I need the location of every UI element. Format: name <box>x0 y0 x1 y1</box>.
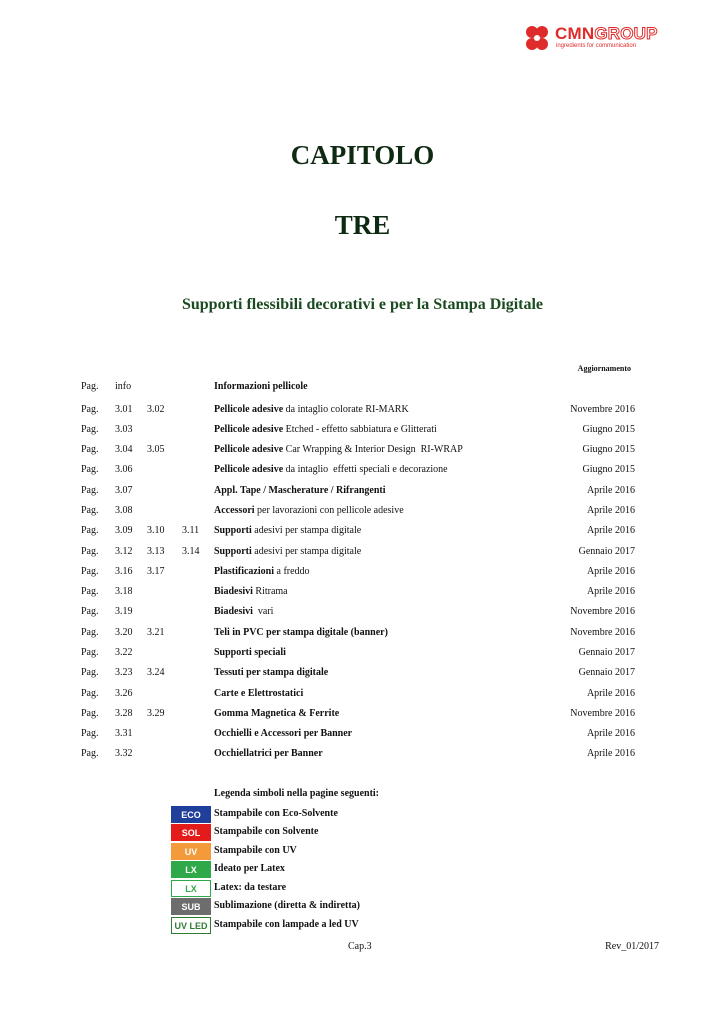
update-date: Aprile 2016 <box>586 728 635 739</box>
item-title-rest: a freddo <box>274 566 310 577</box>
item-title <box>214 606 273 617</box>
item-title <box>214 627 388 638</box>
legend-text: Latex: da testare <box>214 882 287 893</box>
legend-badge: UV LED <box>171 917 211 934</box>
list-item <box>0 546 725 564</box>
item-title <box>214 708 339 719</box>
company-logo <box>522 22 662 56</box>
update-date: Gennaio 2017 <box>578 647 635 658</box>
item-title <box>214 525 361 536</box>
page-number: 3.05 <box>147 444 165 455</box>
legend-badge: ECO <box>171 806 211 823</box>
item-title <box>214 688 303 699</box>
item-title-bold: Occhiellatrici per Banner <box>214 748 323 759</box>
page-label: Pag. <box>81 748 99 759</box>
legend-text: Sublimazione (diretta & indiretta) <box>214 900 361 911</box>
list-item <box>0 748 725 766</box>
page-number: info <box>115 381 132 392</box>
page-number: 3.10 <box>147 525 165 536</box>
update-date: Gennaio 2017 <box>578 546 635 557</box>
page-number: 3.04 <box>115 444 133 455</box>
item-title <box>214 444 463 455</box>
item-title-bold: Occhielli e Accessori per Banner <box>214 728 353 739</box>
item-title-rest: Car Wrapping & Interior Design RI-WRAP <box>283 444 463 455</box>
page-label: Pag. <box>81 728 99 739</box>
legend-item <box>0 898 725 916</box>
item-title-bold: Plastificazioni <box>214 566 274 577</box>
item-title <box>214 748 323 759</box>
list-item <box>0 627 725 645</box>
page-label: Pag. <box>81 404 99 415</box>
update-date: Novembre 2016 <box>570 606 635 617</box>
item-title-bold: Supporti speciali <box>214 647 286 658</box>
update-date: Giugno 2015 <box>582 464 635 475</box>
update-date: Aprile 2016 <box>586 688 635 699</box>
item-title-bold: Supporti <box>214 525 252 536</box>
item-title <box>214 728 352 739</box>
page-number: 3.23 <box>115 667 133 678</box>
item-title <box>214 464 448 475</box>
page-number: 3.19 <box>115 606 133 617</box>
page-label: Pag. <box>81 667 99 678</box>
page-number: 3.17 <box>147 566 165 577</box>
item-title-rest: Ritrama <box>252 586 288 597</box>
page-label: Pag. <box>81 381 99 392</box>
page-label: Pag. <box>81 546 99 557</box>
update-date: Aprile 2016 <box>586 748 635 759</box>
list-item <box>0 525 725 543</box>
page-number: 3.06 <box>115 464 133 475</box>
page-number: 3.01 <box>115 404 133 415</box>
page-number: 3.03 <box>115 424 133 435</box>
item-title <box>214 505 404 516</box>
page-label: Pag. <box>81 647 99 658</box>
chapter-subtitle: Supporti flessibili decorativi e per la Stampa Digitale <box>181 296 544 313</box>
item-title <box>214 404 409 415</box>
item-title-bold: Tessuti per stampa digitale <box>214 667 329 678</box>
page-number: 3.11 <box>182 525 200 536</box>
logo-wordmark: CMNGROUP <box>555 24 658 43</box>
page-label: Pag. <box>81 424 99 435</box>
item-title <box>214 647 286 658</box>
list-item <box>0 708 725 726</box>
chapter-heading: CAPITOLO <box>290 140 435 170</box>
item-title-bold: Teli in PVC per stampa digitale (banner) <box>214 627 388 638</box>
list-item <box>0 485 725 503</box>
update-column-header: Aggiornamento <box>577 364 631 373</box>
item-title <box>214 485 385 496</box>
update-date: Aprile 2016 <box>586 525 635 536</box>
page-number: 3.07 <box>115 485 133 496</box>
page-number: 3.32 <box>115 748 133 759</box>
list-item <box>0 505 725 523</box>
list-item <box>0 444 725 462</box>
list-item <box>0 566 725 584</box>
page-label: Pag. <box>81 485 99 496</box>
update-date: Giugno 2015 <box>582 444 635 455</box>
page-label: Pag. <box>81 464 99 475</box>
legend-item <box>0 824 725 842</box>
page-number: 3.28 <box>115 708 133 719</box>
update-date: Giugno 2015 <box>582 424 635 435</box>
legend-badge: LX <box>171 861 211 878</box>
list-item <box>0 586 725 604</box>
item-title <box>214 667 328 678</box>
legend-item <box>0 917 725 935</box>
logo-tagline: ingredients for communication <box>556 43 637 49</box>
legend-badge: SUB <box>171 898 211 915</box>
footer-revision: Rev_01/2017 <box>605 941 659 952</box>
list-item <box>0 728 725 746</box>
legend-item <box>0 880 725 898</box>
page-number: 3.13 <box>147 546 165 557</box>
list-item <box>0 404 725 422</box>
item-title-rest: adesivi per stampa digitale <box>251 546 362 557</box>
item-title-bold: Carte e Elettrostatici <box>214 688 304 699</box>
page-label: Pag. <box>81 505 99 516</box>
page-label: Pag. <box>81 627 99 638</box>
page-number: 3.29 <box>147 708 165 719</box>
item-title-bold: Biadesivi <box>214 606 253 617</box>
item-title-rest: adesivi per stampa digitale <box>251 525 362 536</box>
page-number: 3.21 <box>147 627 165 638</box>
page-label: Pag. <box>81 566 99 577</box>
list-item <box>0 647 725 665</box>
legend-text: Ideato per Latex <box>214 863 285 874</box>
item-title-bold: Pellicole adesive <box>214 404 284 415</box>
item-title-bold: Gomma Magnetica & Ferrite <box>214 708 340 719</box>
item-title-rest: da intaglio effetti speciali e decorazione <box>283 464 448 475</box>
update-date: Novembre 2016 <box>570 708 635 719</box>
page-label: Pag. <box>81 444 99 455</box>
chapter-number: TRE <box>334 210 391 240</box>
page-number: 3.31 <box>115 728 133 739</box>
page-number: 3.22 <box>115 647 133 658</box>
legend-badge: SOL <box>171 824 211 841</box>
legend-item <box>0 806 725 824</box>
update-date: Gennaio 2017 <box>578 667 635 678</box>
list-item <box>0 464 725 482</box>
item-title-bold: Biadesivi <box>214 586 253 597</box>
page-label: Pag. <box>81 606 99 617</box>
item-title-bold: Pellicole adesive <box>214 464 284 475</box>
item-title <box>214 546 361 557</box>
item-title-bold: Pellicole adesive <box>214 424 284 435</box>
item-title-bold: Supporti <box>214 546 252 557</box>
item-title-bold: Accessori <box>214 505 255 516</box>
list-item <box>0 688 725 706</box>
item-title-bold: Pellicole adesive <box>214 444 284 455</box>
page-number: 3.24 <box>147 667 165 678</box>
item-title <box>214 424 437 435</box>
legend-text: Stampabile con Eco-Solvente <box>214 808 338 819</box>
update-date: Novembre 2016 <box>570 404 635 415</box>
update-date: Aprile 2016 <box>586 485 635 496</box>
item-title <box>214 586 288 597</box>
item-title-bold: Informazioni pellicole <box>214 381 308 392</box>
legend-text: Stampabile con lampade a led UV <box>214 919 359 930</box>
page-label: Pag. <box>81 525 99 536</box>
item-title-bold: Appl. Tape / Mascherature / Rifrangenti <box>214 485 386 496</box>
item-title-rest: vari <box>252 606 274 617</box>
item-title <box>214 566 310 577</box>
page-number: 3.16 <box>115 566 133 577</box>
legend-text: Stampabile con UV <box>214 845 297 856</box>
legend-title: Legenda simboli nella pagine seguenti: <box>214 788 380 799</box>
item-title-rest: per lavorazioni con pellicole adesive <box>254 505 404 516</box>
item-title-rest: da intaglio colorate RI-MARK <box>283 404 409 415</box>
list-item <box>0 606 725 624</box>
list-item <box>0 381 725 399</box>
update-date: Aprile 2016 <box>586 586 635 597</box>
page-number: 3.26 <box>115 688 133 699</box>
footer-chapter: Cap.3 <box>348 941 372 952</box>
page-label: Pag. <box>81 688 99 699</box>
item-title-rest: Etched - effetto sabbiatura e Glitterati <box>283 424 437 435</box>
legend-text: Stampabile con Solvente <box>214 826 319 837</box>
update-date: Novembre 2016 <box>570 627 635 638</box>
page-number: 3.18 <box>115 586 133 597</box>
page-number: 3.09 <box>115 525 133 536</box>
legend-badge: LX <box>171 880 211 897</box>
page-number: 3.12 <box>115 546 133 557</box>
update-date: Aprile 2016 <box>586 505 635 516</box>
page-number: 3.20 <box>115 627 133 638</box>
page-number: 3.14 <box>182 546 200 557</box>
legend-badge: UV <box>171 843 211 860</box>
page-number: 3.08 <box>115 505 133 516</box>
update-date: Aprile 2016 <box>586 566 635 577</box>
item-title <box>214 381 308 392</box>
page-number: 3.02 <box>147 404 165 415</box>
legend-item <box>0 861 725 879</box>
logo-flower-icon <box>522 24 552 52</box>
list-item <box>0 424 725 442</box>
page-label: Pag. <box>81 586 99 597</box>
list-item <box>0 667 725 685</box>
legend-item <box>0 843 725 861</box>
page-label: Pag. <box>81 708 99 719</box>
